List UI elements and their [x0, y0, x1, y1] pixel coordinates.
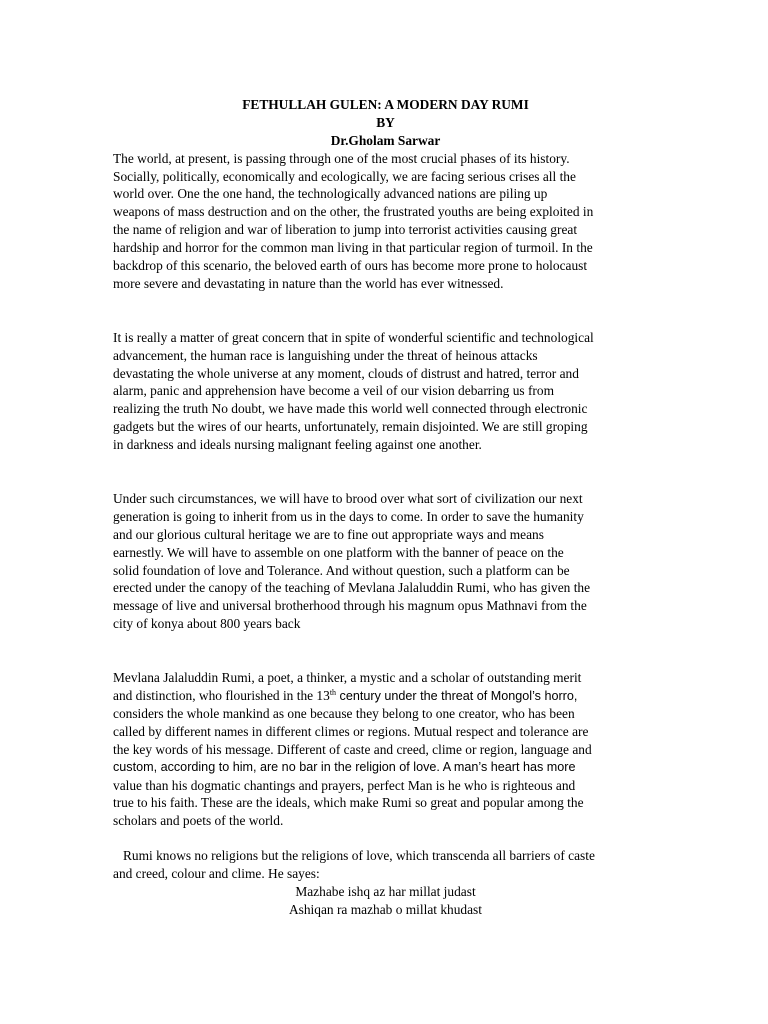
paragraph-line: world over. One the one hand, the technologically advanced nations are piling up — [113, 186, 548, 202]
paragraph-line: erected under the canopy of the teaching of Mevlana Jalaluddin Rumi, who has given the — [113, 580, 591, 596]
paragraph-spacer — [113, 454, 658, 490]
paragraph-line: It is really a matter of great concern that in spite of wonderful scientific and technological — [113, 329, 594, 345]
author-name: Dr.Gholam Sarwar — [330, 132, 441, 148]
poem-line: Mazhabe ishq az har millat judast — [295, 883, 476, 899]
paragraph-line: hardship and horror for the common man living in that particular region of turmoil. In the — [113, 240, 593, 256]
document-title: FETHULLAH GULEN: A MODERN DAY RUMI — [242, 97, 529, 112]
paragraph-line: custom, according to him, are no bar in the religion of love. A man’s heart has more — [113, 759, 576, 774]
paragraph-line: alarm, panic and apprehension have become a veil of our vision debarring us from — [113, 383, 554, 399]
paragraph-2 — [113, 329, 658, 454]
paragraph-line: earnestly. We will have to assemble on one platform with the banner of peace on the — [113, 544, 564, 560]
paragraph-spacer — [113, 293, 658, 329]
paragraph-3 — [113, 490, 658, 633]
document-page — [113, 96, 658, 919]
paragraph-line: Mevlana Jalaluddin Rumi, a poet, a thinker, a mystic and a scholar of outstanding merit — [113, 670, 582, 686]
paragraph-line: and creed, colour and clime. He sayes: — [113, 866, 320, 882]
paragraph-line: considers the whole mankind as one because they belong to one creator, who has been — [113, 705, 575, 721]
paragraph-line: scholars and poets of the world. — [113, 813, 284, 829]
ordinal-superscript: th — [329, 688, 337, 698]
title-block — [113, 96, 658, 150]
paragraph-line: in darkness and ideals nursing malignant feeling against one another. — [113, 437, 482, 453]
paragraph-line: realizing the truth No doubt, we have made this world well connected through electronic — [113, 401, 588, 417]
line-text: century under the threat of Mongol’s horro, — [336, 689, 578, 704]
paragraph-line: value than his dogmatic chantings and prayers, perfect Man is he who is righteous and — [113, 777, 576, 793]
paragraph-line: advancement, the human race is languishing under the threat of heinous attacks — [113, 347, 538, 363]
paragraph-line: solid foundation of love and Tolerance. And without question, such a platform can be — [113, 562, 570, 578]
paragraph-spacer — [113, 830, 658, 847]
paragraph-4 — [113, 669, 658, 830]
paragraph-line: generation is going to inherit from us in the days to come. In order to save the humanity — [113, 508, 584, 524]
paragraph-line: Rumi knows no religions but the religions of love, which transcenda all barriers of caste — [123, 848, 595, 864]
byline-by: BY — [376, 114, 395, 130]
poem-line: Ashiqan ra mazhab o millat khudast — [288, 901, 482, 917]
paragraph-spacer — [113, 633, 658, 669]
paragraph-line: Under such circumstances, we will have to brood over what sort of civilization our next — [113, 491, 583, 507]
paragraph-line: message of live and universal brotherhood through his magnum opus Mathnavi from the — [113, 598, 587, 614]
paragraph-line: backdrop of this scenario, the beloved earth of ours has become more prone to holocaust — [113, 258, 588, 274]
paragraph-line: true to his faith. These are the ideals, which make Rumi so great and popular among the — [113, 795, 584, 811]
paragraph-line: the name of religion and war of liberation to jump into terrorist activities causing great — [113, 222, 578, 238]
paragraph-line: Socially, politically, economically and ecologically, we are facing serious crises all the — [113, 168, 576, 184]
paragraph-line: the key words of his message. Different of caste and creed, clime or region, language and — [113, 741, 592, 757]
poem-verse — [113, 883, 658, 919]
paragraph-line: called by different names in different climes or regions. Mutual respect and tolerance are — [113, 723, 589, 739]
paragraph-line: weapons of mass destruction and on the other, the frustrated youths are being exploited in — [113, 204, 594, 220]
paragraph-line: and our glorious cultural heritage we are to fine out appropriate ways and means — [113, 526, 544, 542]
paragraph-line: The world, at present, is passing through one of the most crucial phases of its history. — [113, 150, 570, 166]
paragraph-line — [113, 687, 658, 705]
paragraph-5 — [113, 847, 658, 883]
paragraph-line: more severe and devastating in nature than the world has ever witnessed. — [113, 275, 504, 291]
line-text: and distinction, who flourished in the 13 — [113, 688, 330, 704]
paragraph-line: gadgets but the wires of our hearts, unfortunately, remain disjointed. We are still groping — [113, 419, 588, 435]
paragraph-1 — [113, 150, 658, 293]
paragraph-line: city of konya about 800 years back — [113, 616, 301, 632]
paragraph-line: devastating the whole universe at any moment, clouds of distrust and hatred, terror and — [113, 365, 579, 381]
